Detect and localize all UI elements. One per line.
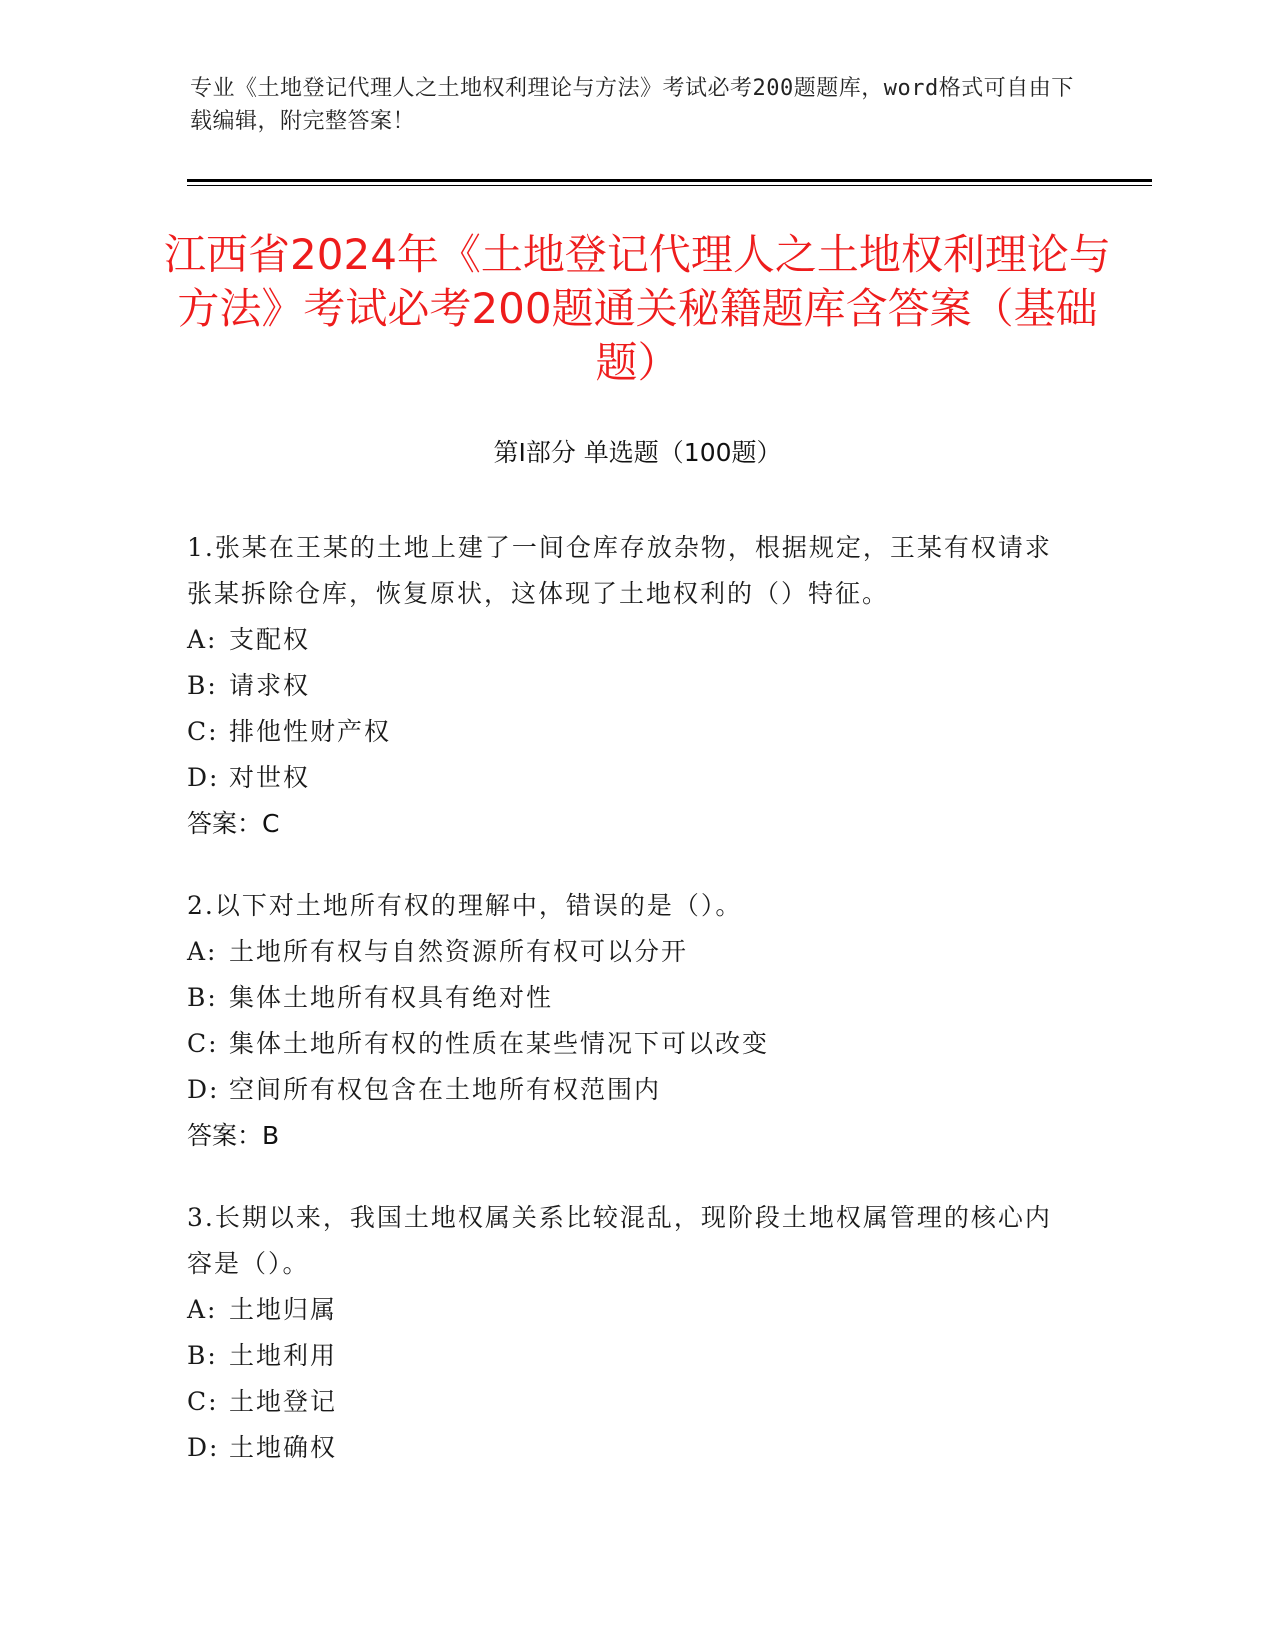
question-3 (187, 1195, 1087, 1471)
option-letter: A: (187, 625, 218, 654)
option-b (187, 1333, 1087, 1379)
option-d (187, 755, 1087, 801)
option-a (187, 1287, 1087, 1333)
header-rule-thick (187, 179, 1152, 182)
option-a (187, 929, 1087, 975)
option-b (187, 975, 1087, 1021)
option-d (187, 1067, 1087, 1113)
option-letter: C: (187, 717, 219, 746)
option-text: 土地归属 (229, 1295, 338, 1324)
option-text: 请求权 (229, 671, 311, 700)
header-rule-thin (187, 185, 1152, 186)
option-text: 土地所有权与自然资源所有权可以分开 (229, 937, 689, 966)
question-1 (187, 525, 1087, 847)
option-c (187, 1379, 1087, 1425)
question-list (187, 525, 1087, 1507)
option-letter: D: (187, 1433, 220, 1462)
option-letter: B: (187, 1341, 218, 1370)
question-stem: 1.张某在王某的土地上建了一间仓库存放杂物，根据规定，王某有权请求张某拆除仓库，恢复原状，这体现了土地权利的（）特征。 (187, 533, 1052, 608)
option-text: 土地确权 (229, 1433, 338, 1462)
option-text: 集体土地所有权的性质在某些情况下可以改变 (229, 1029, 770, 1058)
option-text: 排他性财产权 (229, 717, 392, 746)
question-stem: 2.以下对土地所有权的理解中，错误的是（）。 (187, 891, 743, 920)
option-letter: B: (187, 983, 218, 1012)
question-answer: 答案：C (187, 809, 280, 838)
option-text: 土地利用 (229, 1341, 338, 1370)
option-c (187, 709, 1087, 755)
question-stem: 3.长期以来，我国土地权属关系比较混乱，现阶段土地权属管理的核心内容是（）。 (187, 1203, 1052, 1278)
option-letter: C: (187, 1029, 219, 1058)
option-letter: B: (187, 671, 218, 700)
option-c (187, 1021, 1087, 1067)
option-text: 支配权 (229, 625, 311, 654)
option-text: 对世权 (229, 763, 311, 792)
question-answer: 答案：B (187, 1121, 280, 1150)
document-title: 江西省2024年《土地登记代理人之土地权利理论与方法》考试必考200题通关秘籍题库含答案（基础题） (164, 230, 1111, 387)
question-2 (187, 883, 1087, 1159)
option-letter: A: (187, 1295, 218, 1324)
option-d (187, 1425, 1087, 1471)
option-text: 空间所有权包含在土地所有权范围内 (229, 1075, 662, 1104)
option-letter: C: (187, 1387, 219, 1416)
option-a (187, 617, 1087, 663)
option-b (187, 663, 1087, 709)
section-heading: 第Ⅰ部分 单选题（100题） (493, 438, 782, 467)
option-letter: D: (187, 763, 220, 792)
option-text: 土地登记 (229, 1387, 338, 1416)
option-letter: A: (187, 937, 218, 966)
option-text: 集体土地所有权具有绝对性 (229, 983, 554, 1012)
option-letter: D: (187, 1075, 220, 1104)
header-note: 专业《土地登记代理人之土地权利理论与方法》考试必考200题题库，word格式可自由下载编辑，附完整答案！ (190, 76, 1074, 134)
